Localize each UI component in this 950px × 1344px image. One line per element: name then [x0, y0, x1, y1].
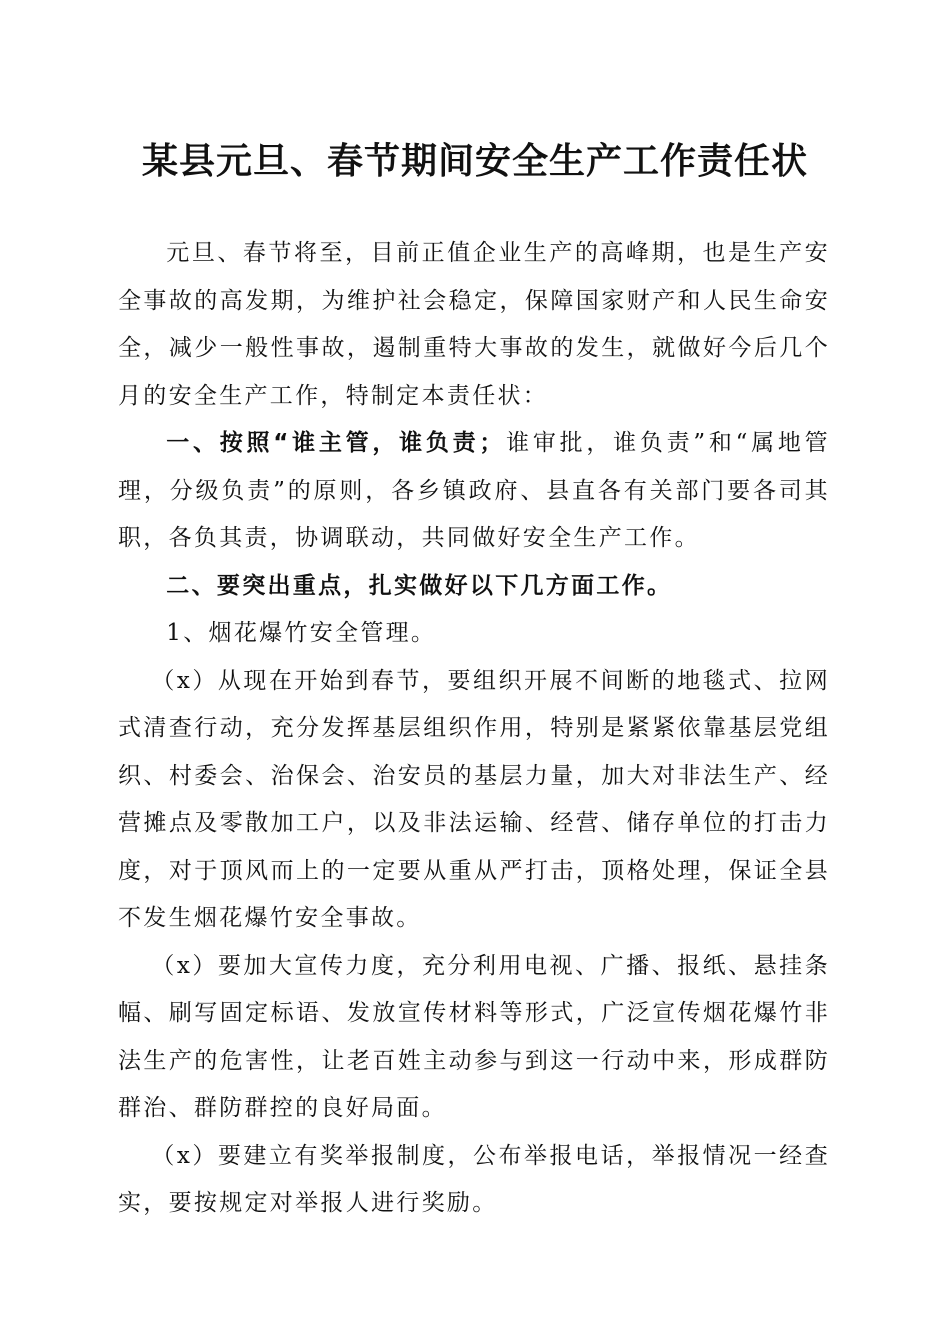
item-1-paragraph-2: （x）要加大宣传力度，充分利用电视、广播、报纸、悬挂条幅、刷写固定标语、发放宣传材料等形式，广泛宣传烟花爆竹非法生产的危害性，让老百姓主动参与到这一行动中来，形成群防群治、群防群控的良好局面。 — [118, 952, 830, 1121]
item-1-heading: 1、烟花爆竹安全管理。 — [166, 620, 437, 646]
document-body — [118, 230, 830, 1228]
section-2-heading: 二、要突出重点，扎实做好以下几方面工作。 — [166, 572, 673, 599]
item-1-paragraph-1: （x）从现在开始到春节，要组织开展不间断的地毯式、拉网式清查行动，充分发挥基层组织作用，特别是紧紧依靠基层党组织、村委会、治保会、治安员的基层力量，加大对非法生产、经营摊点及零散加工户，以及非法运输、经营、储存单位的打击力度，对于顶风而上的一定要从重从严打击，顶格处理，保证全县不发生烟花爆竹安全事故。 — [118, 667, 830, 931]
section-1-bold-lead: 一、按照“谁主管，谁负责； — [166, 430, 505, 456]
intro-paragraph: 元旦、春节将至，目前正值企业生产的高峰期，也是生产安全事故的高发期，为维护社会稳定，保障国家财产和人民生命安全，减少一般性事故，遏制重特大事故的发生，就做好今后几个月的安全生产工作，特制定本责任状： — [118, 240, 830, 409]
document-title: 某县元旦、春节期间安全生产工作责任状 — [141, 140, 808, 182]
section-1-text: 谁审批，谁负责”和“属地管理，分级负责”的原则，各乡镇政府、县直各有关部门要各司其职，各负其责，协调联动，共同做好安全生产工作。 — [118, 430, 830, 551]
item-1-paragraph-3: （x）要建立有奖举报制度，公布举报电话，举报情况一经查实，要按规定对举报人进行奖励。 — [118, 1142, 830, 1216]
section-1-paragraph — [118, 420, 830, 563]
